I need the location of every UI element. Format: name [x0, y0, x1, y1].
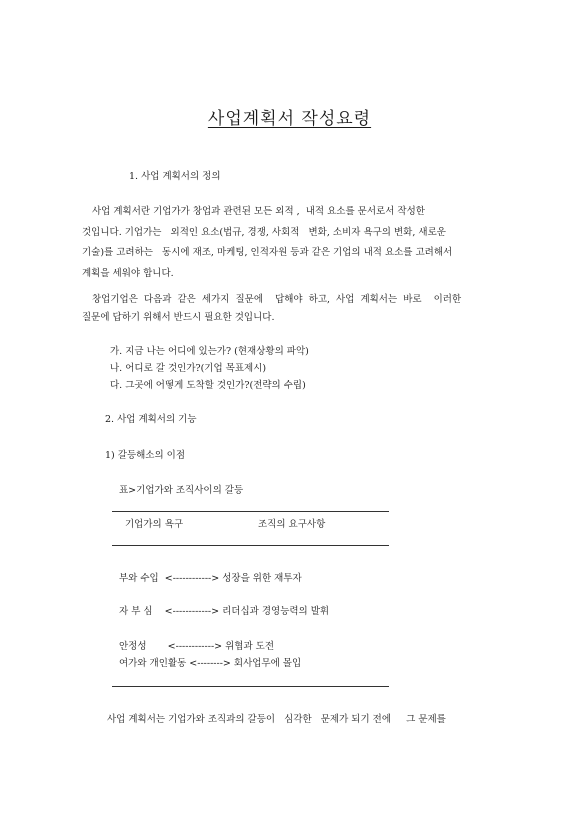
- document-title: 사업계획서 작성요령: [207, 109, 372, 129]
- question-item: 다. 그곳에 어떻게 도착할 것인가?(전략의 수립): [110, 380, 306, 391]
- table-bottom-rule: [112, 686, 389, 687]
- table-header-left: 기업가의 욕구: [125, 519, 184, 530]
- table-row: 부와 수입 <------------> 성장을 위한 재투자: [119, 573, 302, 584]
- question-item: 나. 어디로 갈 것인가?(기업 목표제시): [110, 363, 267, 374]
- closing-paragraph-line: 사업 계획서는 기업가와 조직과의 갈등이 심각한 문제가 되기 전에 그 문제를: [107, 714, 446, 725]
- definition-paragraph-line-2: 것입니다. 기업가는 외적인 요소(법규, 경쟁, 사회적 변화, 소비자 욕구의 변화, 새로운: [82, 227, 446, 238]
- section-1-heading: 1. 사업 계획서의 정의: [129, 171, 221, 182]
- table-row: 자 부 심 <------------> 리더십과 경영능력의 발휘: [119, 606, 330, 617]
- definition-paragraph-line-3: 기술)를 고려하는 동시에 재조, 마케팅, 인적자원 등과 같은 기업의 내적 요소를 고려해서: [82, 247, 453, 258]
- subsection-heading: 1) 갈등해소의 이점: [105, 450, 186, 461]
- table-header-right: 조직의 요구사항: [258, 519, 326, 530]
- section-2-heading: 2. 사업 계획서의 기능: [105, 414, 197, 425]
- table-caption: 표>기업가와 조직사이의 갈등: [119, 485, 244, 496]
- table-top-rule: [112, 511, 389, 512]
- question-item: 가. 지금 나는 어디에 있는가? (현재상황의 파악): [110, 346, 309, 357]
- definition-paragraph-line-4: 계획을 세워야 합니다.: [82, 268, 174, 279]
- table-row: 안정성 <------------> 위협과 도전: [119, 641, 275, 652]
- table-row: 여가와 개인활동 <--------> 회사업무에 몰입: [119, 658, 302, 669]
- questions-paragraph-line-2: 질문에 답하기 위해서 반드시 필요한 것입니다.: [82, 312, 275, 323]
- table-header-rule: [112, 545, 389, 546]
- questions-paragraph-line-1: 창업기업은 다음과 같은 세가지 질문에 답해야 하고, 사업 계획서는 바로 이러한: [92, 294, 462, 305]
- definition-paragraph-line-1: 사업 계획서란 기업가가 창업과 관련된 모든 외적 , 내적 요소를 문서로서 작성한: [92, 206, 425, 217]
